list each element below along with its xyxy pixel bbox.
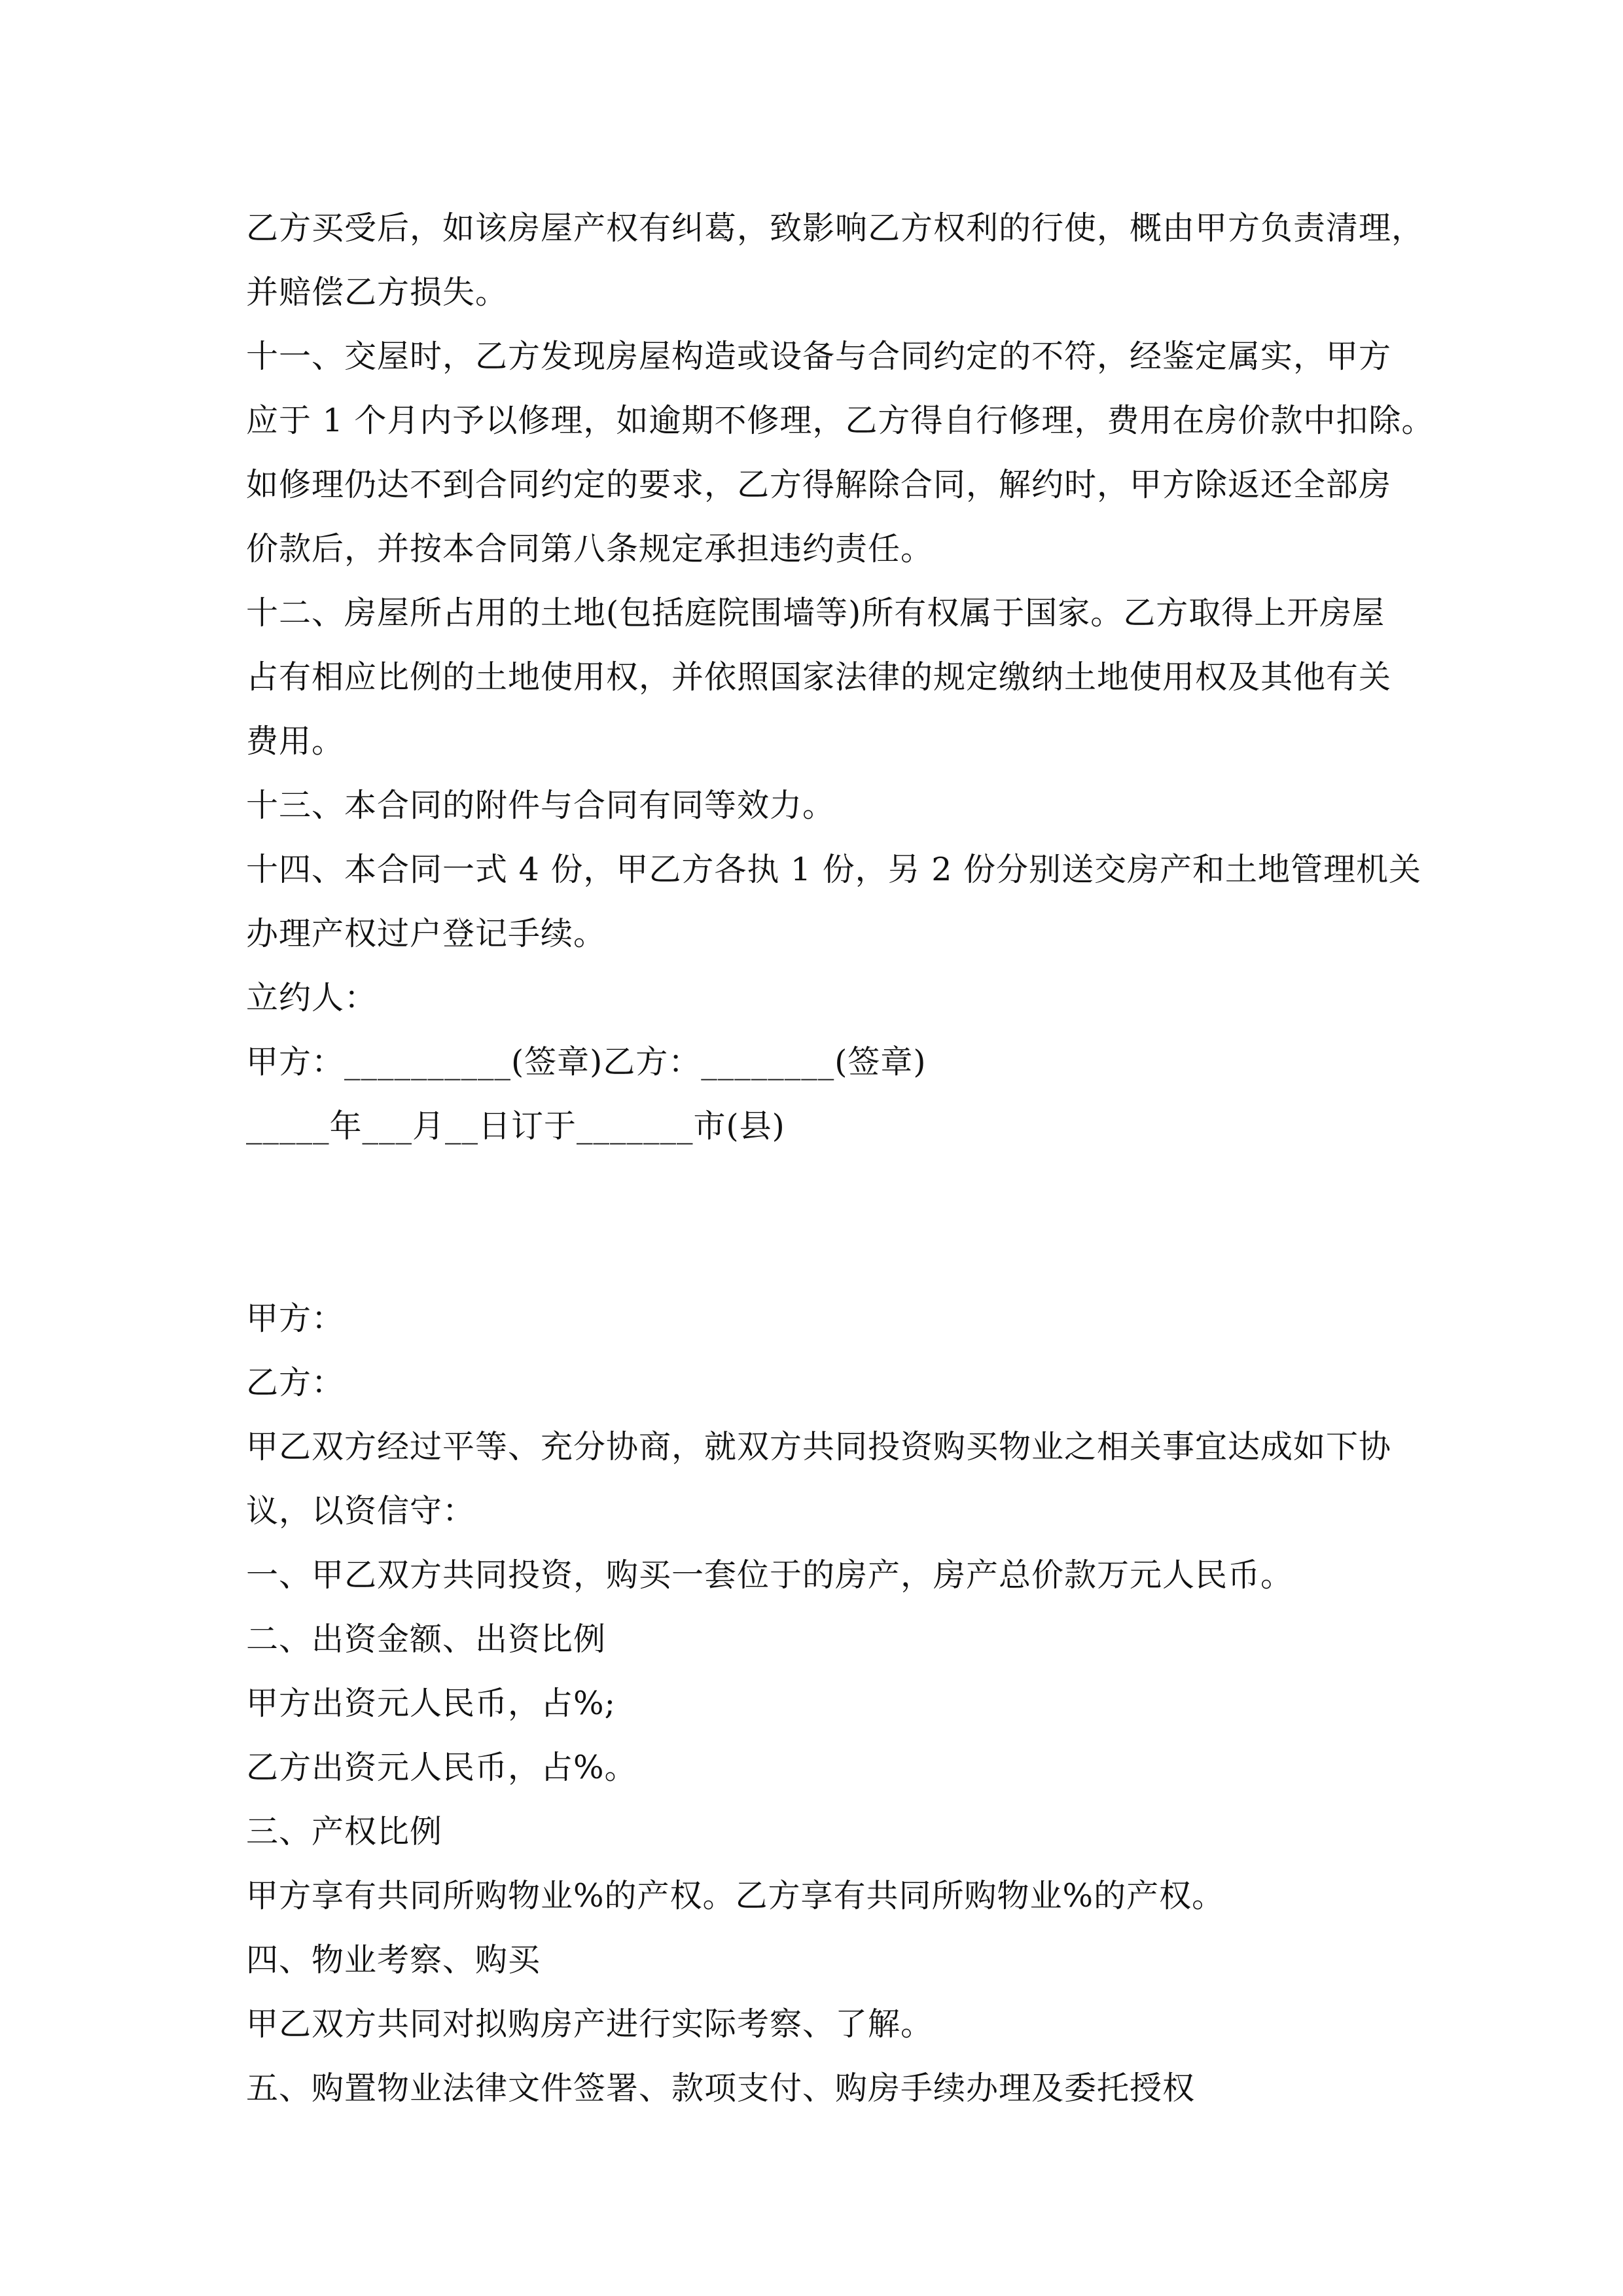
contract-clauses-block: [246, 196, 1435, 1158]
text-line: 应于 1 个月内予以修理，如逾期不修理，乙方得自行修理，费用在房价款中扣除。: [246, 402, 1435, 439]
text-line: 办理产权过户登记手续。: [246, 915, 607, 952]
text-line: 一、甲乙双方共同投资，购买一套位于的房产，房产总价款万元人民币。: [246, 1556, 1294, 1594]
section-heading: 五、购置物业法律文件签署、款项支付、购房手续办理及委托授权: [246, 2070, 1196, 2107]
text-line: 占有相应比例的土地使用权，并依照国家法律的规定缴纳土地使用权及其他有关: [246, 658, 1392, 696]
party-a-line: 甲方：: [246, 1300, 345, 1337]
text-line: 甲乙双方共同对拟购房产进行实际考察、了解。: [246, 2005, 934, 2043]
text-line: 甲方出资元人民币，占%;: [246, 1685, 616, 1722]
text-line: 乙方出资元人民币，占%。: [246, 1749, 637, 1786]
text-line: 甲乙双方经过平等、充分协商，就双方共同投资购买物业之相关事宜达成如下协: [246, 1428, 1392, 1465]
party-b-line: 乙方：: [246, 1364, 345, 1401]
text-line: 费用。: [246, 723, 345, 760]
text-line: 并赔偿乙方损失。: [246, 274, 508, 311]
text-line: 十三、本合同的附件与合同有同等效力。: [246, 787, 836, 824]
text-line: 议，以资信守：: [246, 1492, 476, 1530]
text-line: 乙方买受后，如该房屋产权有纠葛，致影响乙方权利的行使，概由甲方负责清理，: [246, 209, 1425, 247]
text-line: 十二、房屋所占用的土地(包括庭院围墙等)所有权属于国家。乙方取得上开房屋: [246, 594, 1385, 632]
date-place-line: _____年___月__日订于_______市(县): [246, 1107, 785, 1145]
text-line: 甲方享有共同所购物业%的产权。乙方享有共同所购物业%的产权。: [246, 1877, 1225, 1914]
text-line: 十一、交屋时，乙方发现房屋构造或设备与合同约定的不符，经鉴定属实，甲方: [246, 338, 1392, 375]
section-heading: 四、物业考察、购买: [246, 1941, 541, 1979]
text-line: 价款后，并按本合同第八条规定承担违约责任。: [246, 530, 934, 567]
signatories-label: 立约人：: [246, 979, 378, 1016]
document-body: [246, 196, 1435, 2121]
text-line: 十四、本合同一式 4 份，甲乙方各执 1 份，另 2 份分别送交房产和土地管理机关: [246, 851, 1421, 888]
signature-line: 甲方：__________(签章)乙方：________(签章): [246, 1043, 927, 1081]
co-investment-agreement-block: [246, 1287, 1418, 2121]
text-line: 如修理仍达不到合同约定的要求，乙方得解除合同，解约时，甲方除返还全部房: [246, 466, 1392, 503]
section-heading: 二、出资金额、出资比例: [246, 1621, 607, 1658]
section-heading: 三、产权比例: [246, 1813, 443, 1850]
section-gap: [246, 1158, 1418, 1287]
